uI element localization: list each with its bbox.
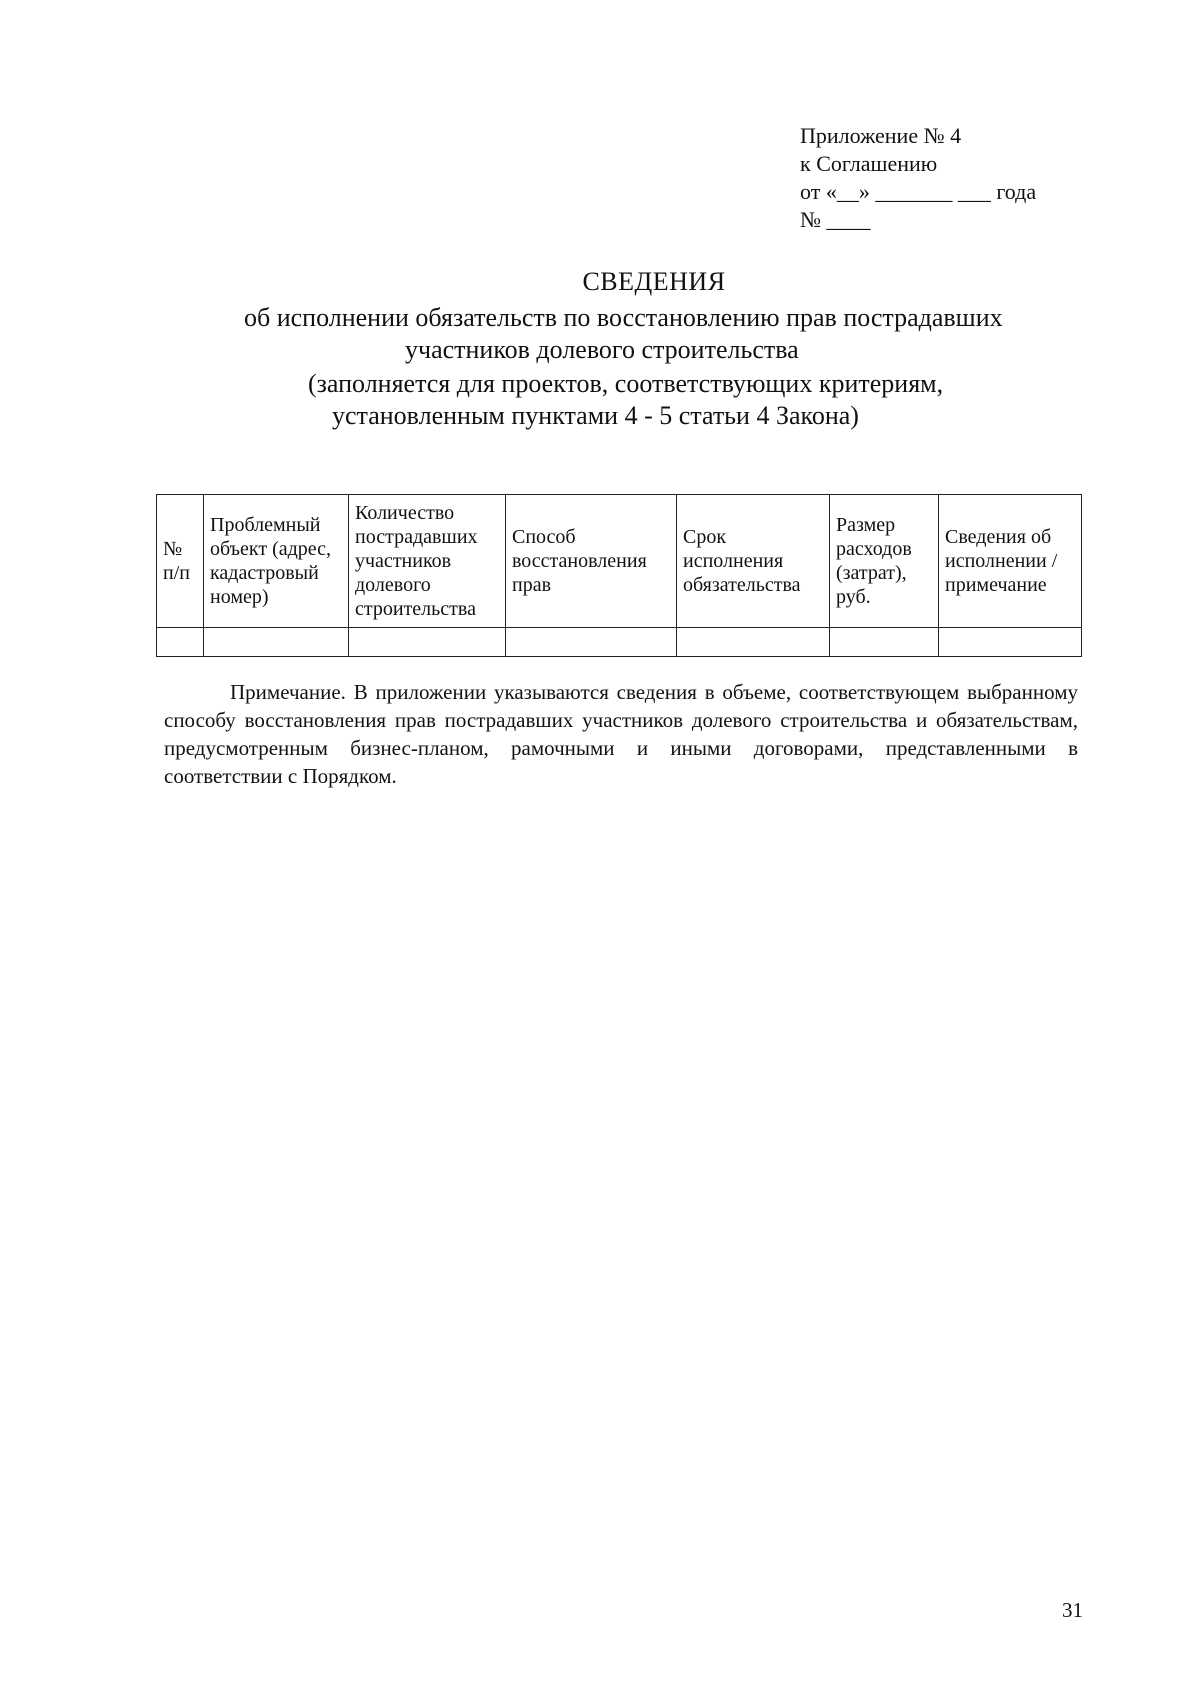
appendix-date: от «__» _______ ___ года	[800, 179, 1037, 204]
page-number: 31	[1062, 1598, 1083, 1622]
subtitle-line-4: установленным пунктами 4 - 5 статьи 4 Закона)	[332, 401, 859, 430]
subtitle-line-3: (заполняется для проектов, соответствующих критериям,	[308, 369, 944, 398]
header-expenses: Размер расходов (затрат), руб.	[830, 495, 939, 628]
table-cell	[677, 628, 830, 657]
header-participants: Количество пострадавших участников долевого строительства	[349, 495, 506, 628]
appendix-agreement: к Соглашению	[800, 151, 938, 176]
table-cell	[157, 628, 204, 657]
header-deadline: Срок исполнения обязательства	[677, 495, 830, 628]
document-title: СВЕДЕНИЯ	[582, 267, 726, 296]
table-row	[157, 628, 1082, 657]
obligations-table	[156, 494, 1082, 657]
appendix-block	[800, 122, 1036, 234]
header-execution-info: Сведения об исполнении / примечание	[939, 495, 1082, 628]
table-cell	[830, 628, 939, 657]
table-cell	[506, 628, 677, 657]
header-method: Способ восстановления прав	[506, 495, 677, 628]
appendix-number: Приложение № 4	[800, 123, 962, 148]
header-object: Проблемный объект (адрес, кадастровый номер)	[204, 495, 349, 628]
table-header-row	[157, 495, 1082, 628]
note-paragraph: Примечание. В приложении указываются сведения в объеме, соответствующем выбранному способу восстановления прав пострадавших участников долевого строительства и обязательствам, предусмотренным бизнес-планом, рамочными и иными договорами, представленными в соответствии с Порядком.	[164, 680, 1078, 788]
subtitle-line-1: об исполнении обязательств по восстановлению прав пострадавших	[244, 303, 1003, 332]
table-cell	[349, 628, 506, 657]
subtitle-line-2: участников долевого строительства	[405, 335, 799, 364]
appendix-doc-number: № ____	[800, 207, 871, 232]
table-cell	[939, 628, 1082, 657]
table-cell	[204, 628, 349, 657]
header-number: № п/п	[157, 495, 204, 628]
